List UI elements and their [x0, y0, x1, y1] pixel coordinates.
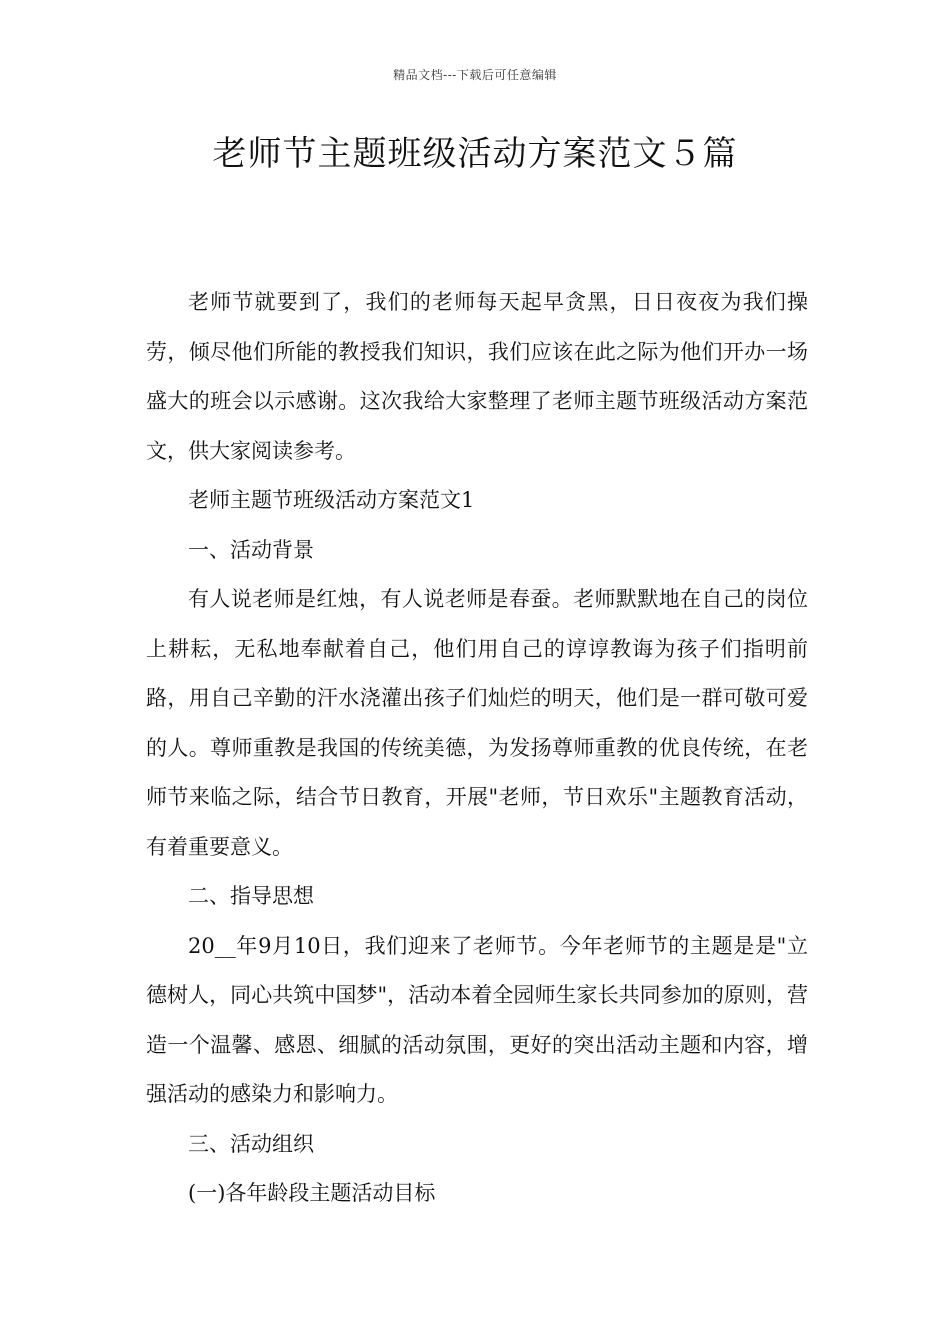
header-note: 精品文档---下载后可任意编辑 [393, 68, 557, 82]
intro-paragraph: 老师节就要到了，我们的老师每天起早贪黑，日日夜夜为我们操劳，倾尽他们所能的教授我们知识，我们应该在此之际为他们开办一场盛大的班会以示感谢。这次我给大家整理了老师主题节班级活动方案范文，供大家阅读参考。 [146, 290, 808, 463]
heading-activity-background: 一、活动背景 [188, 537, 314, 562]
paragraph-guiding-ideology: 20__年9月10日，我们迎来了老师节。今年老师节的主题是是"立德树人，同心共筑中国梦"，活动本着全园师生家长共同参加的原则，营造一个温馨、感恩、细腻的活动氛围，更好的突出活动主题和内容，增强活动的感染力和影响力。 [146, 933, 808, 1106]
paragraph-background: 有人说老师是红烛，有人说老师是春蚕。老师默默地在自己的岗位上耕耘，无私地奉献着自己，他们用自己的谆谆教诲为孩子们指明前路，用自己辛勤的汗水浇灌出孩子们灿烂的明天，他们是一群可敬可爱的人。尊师重教是我国的传统美德，为发扬尊师重教的优良传统，在老师节来临之际，结合节日教育，开展"老师，节日欢乐"主题教育活动，有着重要意义。 [146, 587, 808, 859]
heading-guiding-ideology: 二、指导思想 [188, 884, 314, 908]
section-heading-sample-1: 老师主题节班级活动方案范文1 [188, 488, 475, 512]
subheading-age-group-goals: (一)各年龄段主题活动目标 [188, 1181, 436, 1205]
document-title: 老师节主题班级活动方案范文５篇 [212, 134, 738, 174]
heading-activity-organization: 三、活动组织 [188, 1131, 314, 1156]
document-body [146, 278, 808, 1219]
